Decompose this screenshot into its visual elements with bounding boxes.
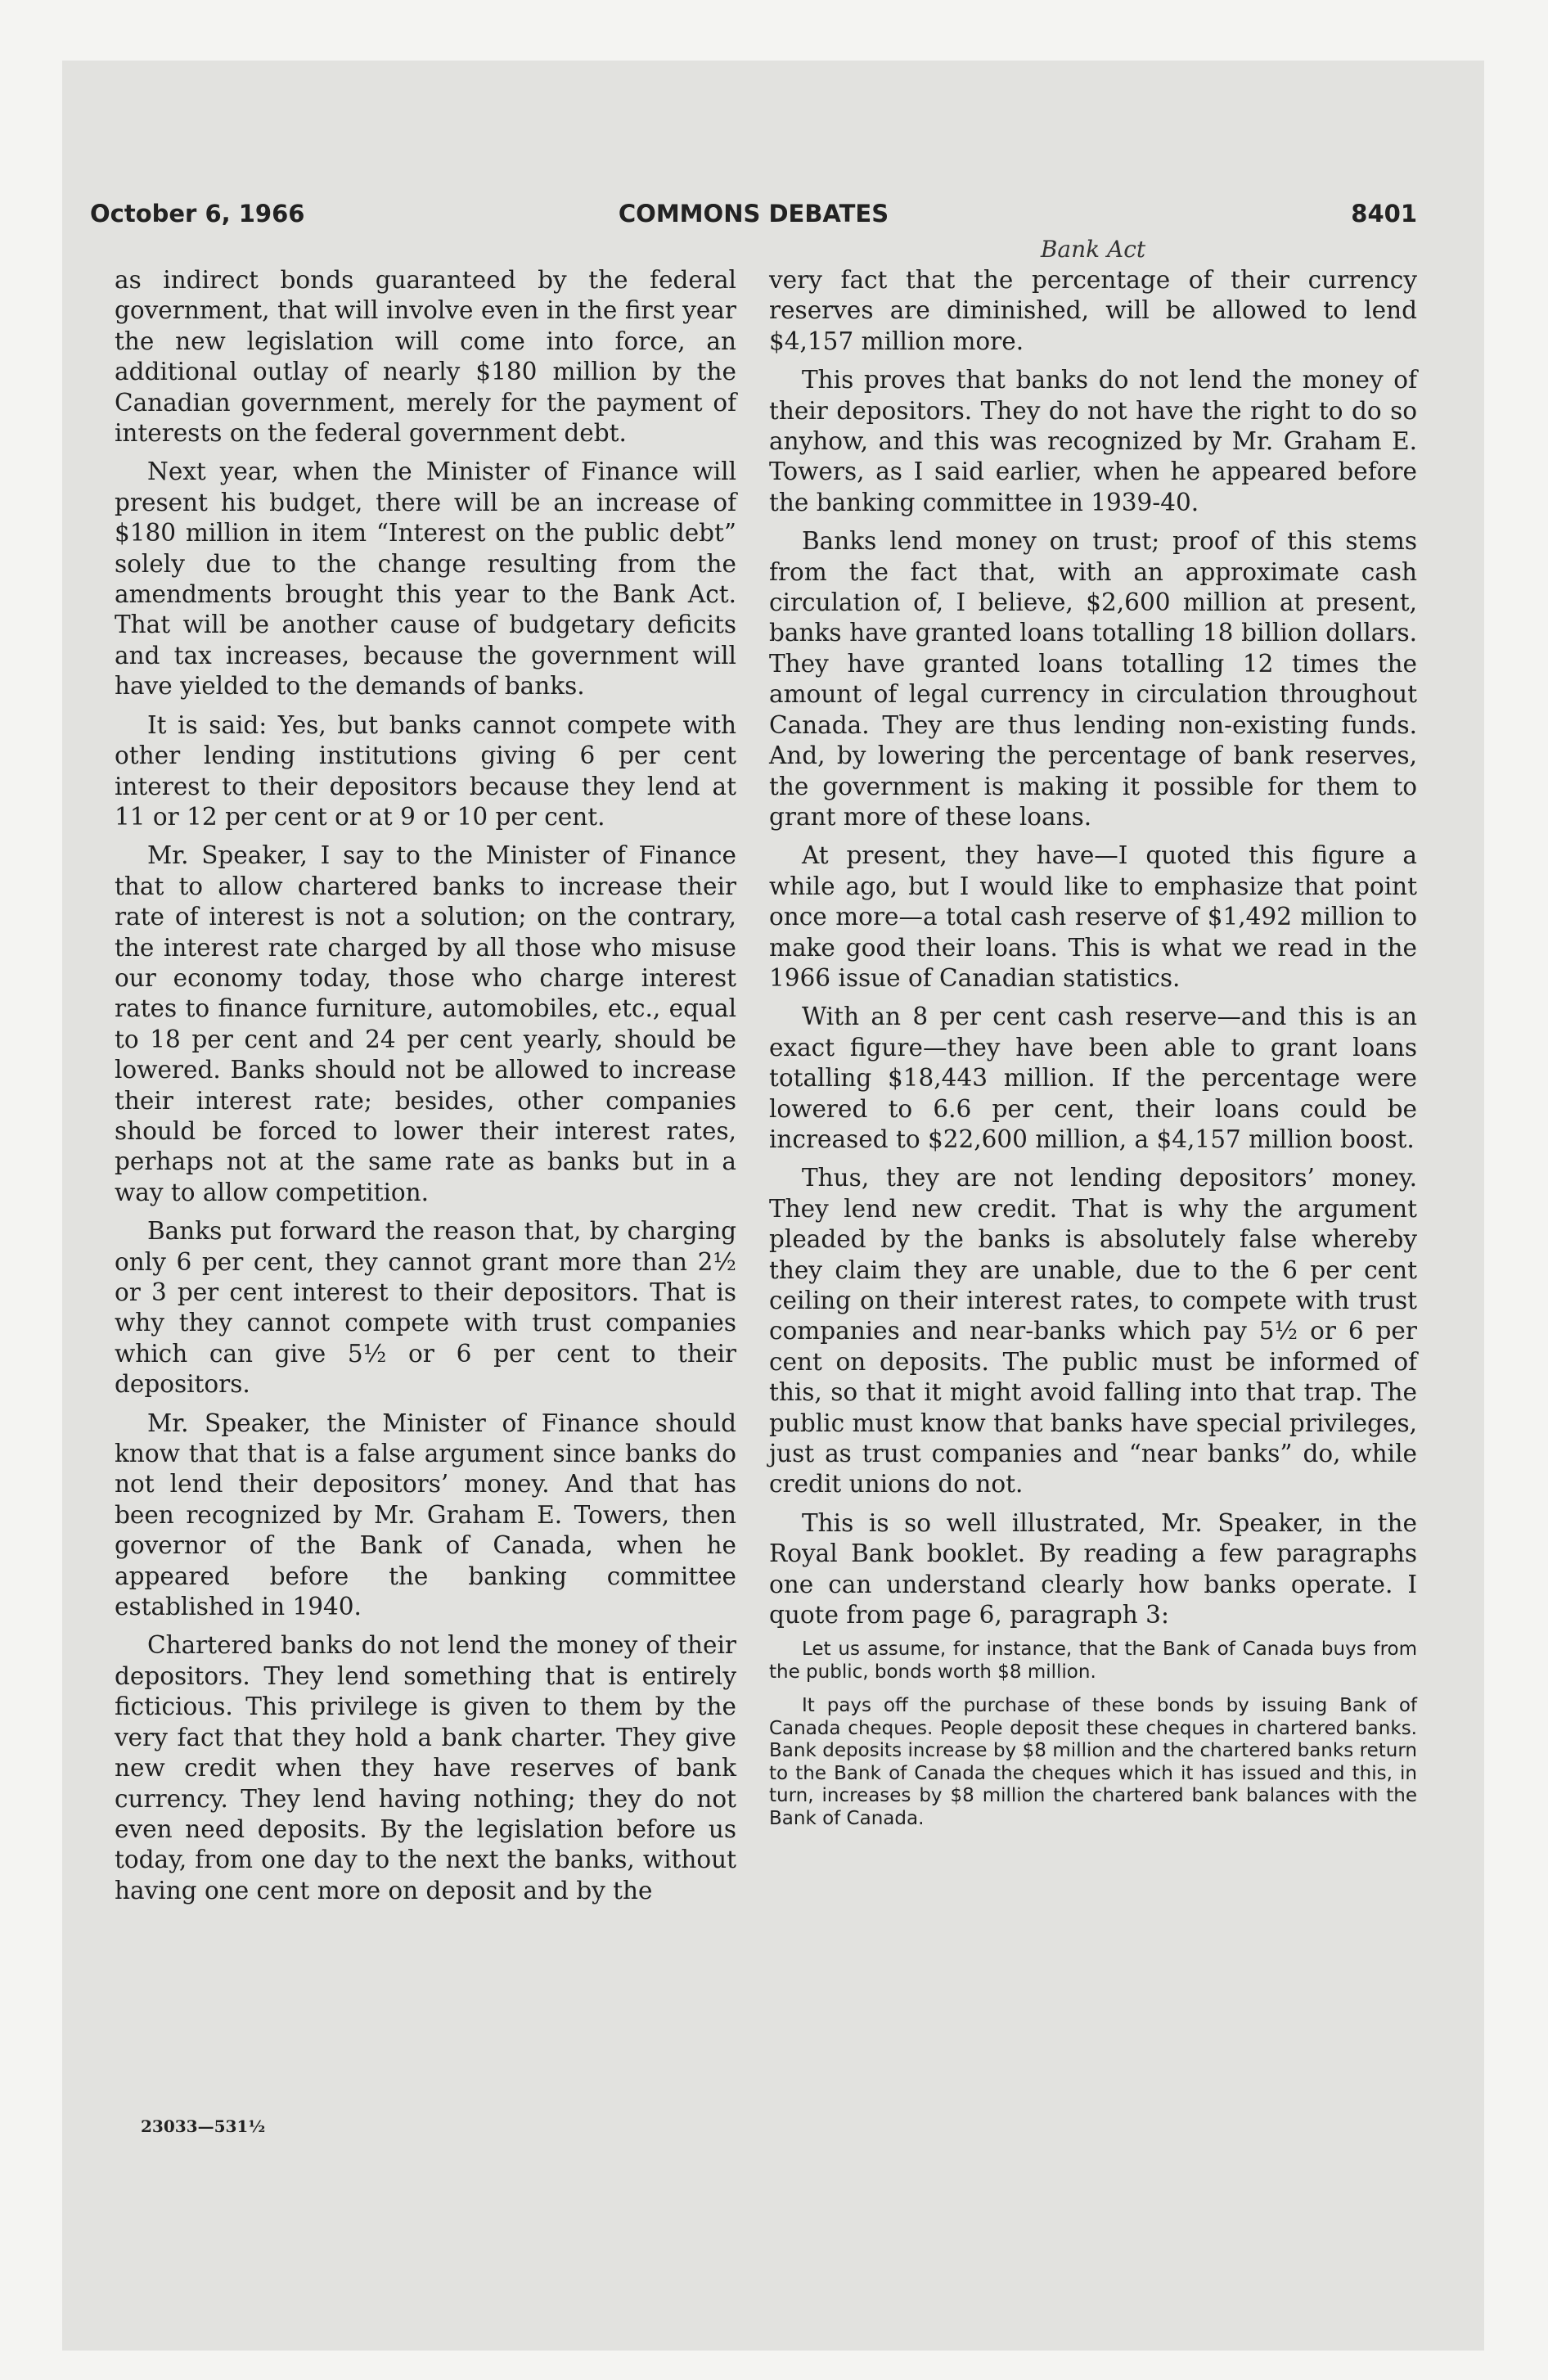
header-date: October 6, 1966 (90, 200, 305, 228)
page-header (90, 200, 1417, 236)
paragraph: Next year, when the Minister of Finance will present his budget, there will be an increase of $180 million in item “Interest on the public debt” solely due to the change resulting from the amendments brought this year to the Bank Act. That will be another cause of budgetary deficits and tax increases, because the government will have yielded to the demands of banks. (115, 458, 736, 701)
footer-code: 23033—531½ (141, 2116, 266, 2136)
paragraph: Banks lend money on trust; proof of this stems from the fact that, with an approximate cash circulation of, I believe, $2,600 million at present, banks have granted loans totalling 18 billion dollars. They have granted loans totalling 12 times the amount of legal currency in circulation throughout Canada. They are thus lending non-existing funds. And, by lowering the percentage of bank reserves, the government is making it possible for them to grant more of these loans. (769, 527, 1417, 831)
right-column (769, 265, 1417, 1841)
paragraph: Mr. Speaker, the Minister of Finance should know that that is a false argument since banks do not lend their depositors’ money. And that has been recognized by Mr. Graham E. Towers, then governor of the Bank of Canada, when he appeared before the banking committee established in 1940. (115, 1409, 736, 1621)
paragraph: as indirect bonds guaranteed by the federal government, that will involve even in the first year the new legislation will come into force, an additional outlay of nearly $180 million by the Canadian government, merely for the payment of interests on the federal government debt. (115, 266, 736, 448)
paragraph: This proves that banks do not lend the money of their depositors. They do not have the right to do so anyhow, and this was recognized by Mr. Graham E. Towers, as I said earlier, when he appeared before the banking committee in 1939-40. (769, 366, 1417, 516)
paragraph: This is so well illustrated, Mr. Speaker, in the Royal Bank booklet. By reading a few paragraphs one can understand clearly how banks operate. I quote from page 6, paragraph 3: (769, 1508, 1417, 1629)
block-quote: Let us assume, for instance, that the Bank of Canada buys from the public, bonds worth $8 million. (769, 1639, 1417, 1683)
paragraph: Banks put forward the reason that, by charging only 6 per cent, they cannot grant more than 2½ or 3 per cent interest to their depositors. That is why they cannot compete with trust companies which can give 5½ or 6 per cent to their depositors. (115, 1217, 736, 1399)
paragraph: At present, they have—I quoted this figure a while ago, but I would like to emphasize that point once more—a total cash reserve of $1,492 million to make good their loans. This is what we read in the 1966 issue of Canadian statistics. (769, 841, 1417, 992)
paragraph: Mr. Speaker, I say to the Minister of Finance that to allow chartered banks to increase their rate of interest is not a solution; on the contrary, the interest rate charged by all those who misuse our economy today, those who charge interest rates to finance furniture, automobiles, etc., equal to 18 per cent and 24 per cent yearly, should be lowered. Banks should not be allowed to increase their interest rate; besides, other companies should be forced to lower their interest rates, perhaps not at the same rate as banks but in a way to allow competition. (115, 841, 736, 1206)
paragraph: It is said: Yes, but banks cannot compete with other lending institutions giving 6 per cent interest to their depositors because they lend at 11 or 12 per cent or at 9 or 10 per cent. (115, 710, 736, 831)
left-column (115, 265, 736, 1914)
block-quote: It pays off the purchase of these bonds by issuing Bank of Canada cheques. People deposit these cheques in chartered banks. Bank deposits increase by $8 million and the chartered banks return to the Bank of Canada the cheques which it has issued and this, in turn, increases by $8 million the chartered bank balances with the Bank of Canada. (769, 1695, 1417, 1829)
paragraph: With an 8 per cent cash reserve—and this is an exact figure—they have been able to grant loans totalling $18,443 million. If the percentage were lowered to 6.6 per cent, their loans could be increased to $22,600 million, a $4,157 million boost. (769, 1003, 1417, 1153)
paragraph: Thus, they are not lending depositors’ money. They lend new credit. That is why the argument pleaded by the banks is absolutely false whereby they claim they are unable, due to the 6 per cent ceiling on their interest rates, to compete with trust companies and near-banks which pay 5½ or 6 per cent on deposits. The public must be informed of this, so that it might avoid falling into that trap. The public must know that banks have special privileges, just as trust companies and “near banks” do, while credit unions do not. (769, 1164, 1417, 1499)
header-page-number: 8401 (1351, 200, 1417, 228)
header-title: COMMONS DEBATES (618, 200, 889, 228)
paragraph: very fact that the percentage of their currency reserves are diminished, will be allowed to lend $4,157 million more. (769, 266, 1417, 355)
running-title: Bank Act (1040, 236, 1146, 263)
paragraph: Chartered banks do not lend the money of their depositors. They lend something that is entirely ficticious. This privilege is given to them by the very fact that they hold a bank charter. They give new credit when they have reserves of bank currency. They lend having nothing; they do not even need deposits. By the legislation before us today, from one day to the next the banks, without having one cent more on deposit and by the (115, 1631, 736, 1904)
